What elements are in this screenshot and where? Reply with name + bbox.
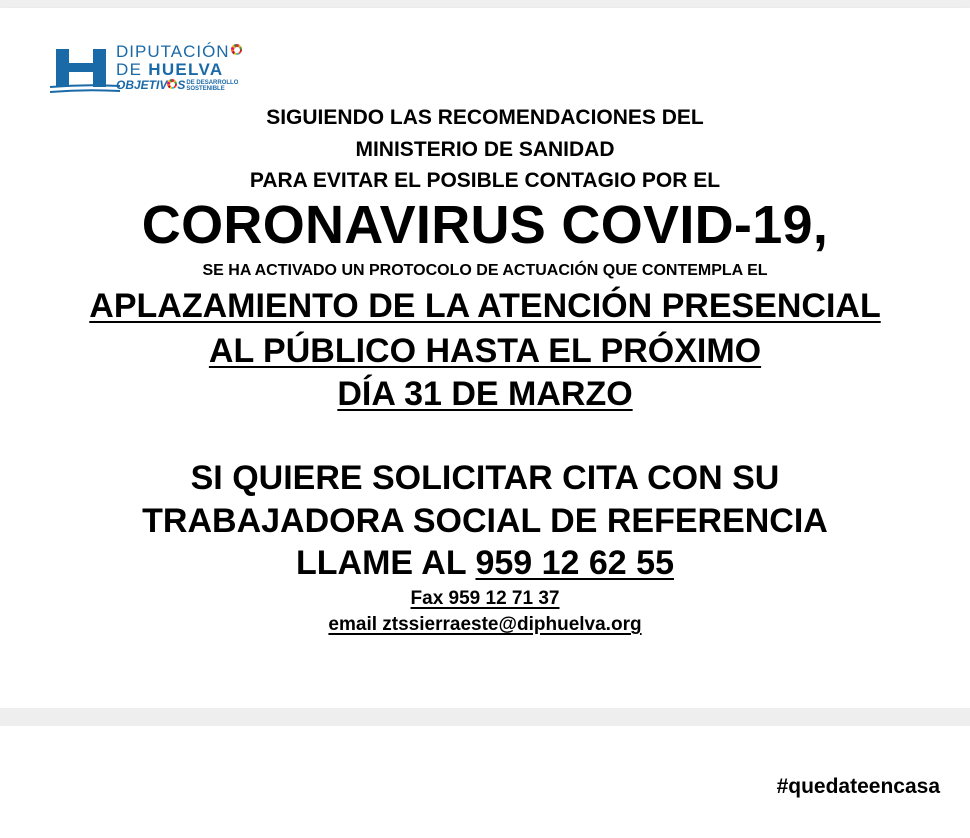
hashtag-label: #quedateencasa <box>776 775 940 798</box>
logo-sub <box>186 80 238 92</box>
sdg-wheel-accent-icon <box>231 44 242 55</box>
logo-line-2 <box>116 61 238 78</box>
logo-line-3-a: OBJETIV <box>116 78 168 92</box>
intro-line-2: MINISTERIO DE SANIDAD <box>355 138 615 161</box>
call-line <box>0 544 970 583</box>
postpone-line-3-wrap <box>0 375 970 414</box>
email-link[interactable]: email ztssierraeste@diphuelva.org <box>328 614 642 635</box>
postpone-line-1: APLAZAMIENTO DE LA ATENCIÓN PRESENCIAL <box>89 287 881 325</box>
intro-line-1: SIGUIENDO LAS RECOMENDACIONES DEL <box>266 106 704 129</box>
call-prefix: LLAME AL <box>296 544 476 582</box>
page-gap <box>0 708 970 726</box>
intro-line-3: PARA EVITAR EL POSIBLE CONTAGIO POR EL <box>249 169 721 192</box>
logo-sub-2: SOSTENIBLE <box>186 85 225 92</box>
logo-line-2-bold: HUELVA <box>148 60 224 79</box>
postpone-line-2: AL PÚBLICO HASTA EL PRÓXIMO <box>208 332 762 370</box>
sdg-wheel-icon <box>167 79 177 89</box>
top-strip <box>0 0 970 8</box>
logo-line-1: DIPUTACIÓN <box>116 42 230 61</box>
logo-sub-1: DE DESARROLLO <box>186 79 239 86</box>
fax-line: Fax 959 12 71 37 <box>410 588 560 609</box>
postpone-line-2-wrap <box>0 332 970 371</box>
appointment-line-1: SI QUIERE SOLICITAR CITA CON SU <box>190 459 780 497</box>
headline: CORONAVIRUS COVID-19, <box>141 195 829 255</box>
logo-line-2-prefix: DE <box>116 60 149 79</box>
logo-line-3 <box>116 78 238 92</box>
fax-line-wrap <box>0 588 970 610</box>
postpone-line-3: DÍA 31 DE MARZO <box>337 375 633 413</box>
postpone-line-1-wrap <box>0 287 970 326</box>
logo-text <box>116 43 238 92</box>
diputacion-huelva-logo <box>50 41 265 99</box>
phone-number[interactable]: 959 12 62 55 <box>475 544 674 582</box>
h-emblem-icon <box>56 49 106 87</box>
wave-lines-icon <box>50 83 120 95</box>
protocol-line: SE HA ACTIVADO UN PROTOCOLO DE ACTUACIÓN QUE CONTEMPLA EL <box>202 262 768 279</box>
notice-page <box>0 8 970 708</box>
appointment-line-2: TRABAJADORA SOCIAL DE REFERENCIA <box>142 502 828 540</box>
logo-line-3-b: S <box>177 78 186 92</box>
email-line-wrap <box>0 614 970 636</box>
